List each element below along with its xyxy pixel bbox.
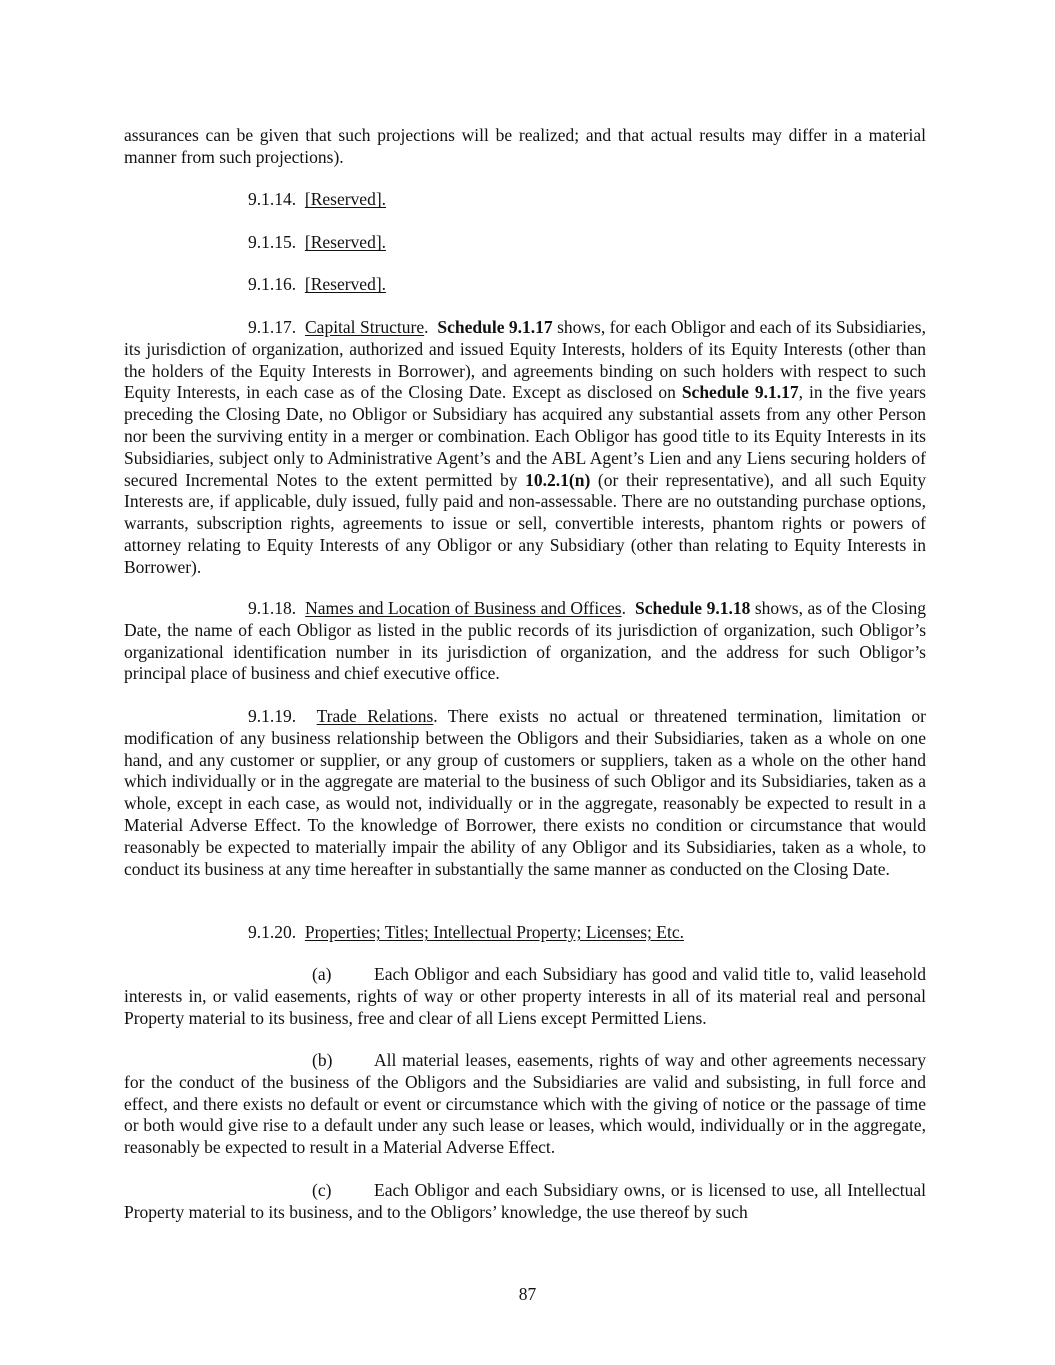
schedule-reference: Schedule 9.1.17 — [681, 382, 799, 403]
subsection-label: (a) — [312, 964, 332, 984]
subsection-b — [124, 1050, 926, 1159]
section-number: 9.1.15. — [248, 232, 297, 252]
body-text: All material leases, easements, rights of way and other agreements necessary for the conduct of the business of the Obligors and the Subsidiaries are valid and subsisting, in full force and effect, and there exists no default or event or circumstance which with the giving of notice or the passage of time or both would give rise to a default under any such lease or leases, which would, individually or in the aggregate, reasonably be expected to result in a Material Adverse Effect. — [124, 1050, 926, 1158]
schedule-reference: Schedule 9.1.18 — [634, 598, 751, 618]
title-separator: . — [424, 317, 429, 337]
section-9-1-18 — [124, 598, 926, 685]
section-number: 9.1.17. — [248, 317, 297, 337]
section-title: Capital Structure — [305, 317, 425, 337]
section-title: Properties; Titles; Intellectual Property; Licenses; Etc. — [304, 922, 684, 942]
body-text: Each Obligor and each Subsidiary owns, or is licensed to use, all Intellectual Property material to its business, and to the Obligors’ knowledge, the use thereof by such — [124, 1180, 926, 1222]
body-text: shows, as of the Closing Date, the name of each Obligor as listed in the public records of its jurisdiction of organization, such Obligor’s organizational identification number in its jurisdiction of organization, and the address for such Obligor’s principal place of business and chief executive office. — [124, 598, 927, 684]
title-separator: . — [621, 598, 626, 618]
intro-paragraph — [124, 125, 926, 169]
intro-text: assurances can be given that such projections will be realized; and that actual results may differ in a material manner from such projections). — [124, 125, 926, 167]
section-9-1-19 — [124, 706, 926, 880]
section-number: 9.1.18. — [248, 598, 297, 618]
section-9-1-14 — [248, 189, 386, 211]
body-text: . There exists no actual or threatened termination, limitation or modification of any business relationship between the Obligors and their Subsidiaries, taken as a whole on one hand, and any customer or supplier, or any group of customers or suppliers, taken as a whole on the other hand which individually or in the aggregate are material to the business of such Obligor and its Subsidiaries, taken as a whole, except in each case, as would not, individually or in the aggregate, reasonably be expected to result in a Material Adverse Effect. To the knowledge of Borrower, there exists no condition or circumstance that would reasonably be expected to materially impair the ability of any Obligor and its Subsidiaries, taken as a whole, to conduct its business at any time hereafter in substantially the same manner as conducted on the Closing Date. — [124, 706, 926, 879]
section-title: [Reserved]. — [304, 274, 387, 294]
body-text: Each Obligor and each Subsidiary has good and valid title to, valid leasehold interests in, or valid easements, rights of way or other property interests in all of its material real and personal Property material to its business, free and clear of all Liens except Permitted Liens. — [124, 964, 926, 1028]
section-9-1-16 — [248, 274, 386, 296]
body-text: , in the five years preceding the Closing Date, no Obligor or Subsidiary has acquired any substantial assets from any other Person nor been the surviving entity in a merger or combination. Each Obligor has good title to its Equity Interests in its Subsidiaries, subject only to Administrative Agent’s and the ABL Agent’s Lien and any Liens securing holders of secured Incremental Notes to the extent permitted by — [124, 382, 926, 490]
section-number: 9.1.16. — [248, 274, 297, 294]
section-title: Names and Location of Business and Offices — [305, 598, 622, 618]
section-number: 9.1.14. — [248, 189, 297, 209]
subsection-a — [124, 964, 926, 1029]
section-9-1-17 — [124, 317, 926, 579]
section-9-1-15 — [248, 232, 386, 254]
section-9-1-20 — [248, 922, 684, 944]
subsection-c — [124, 1180, 926, 1224]
subsection-label: (c) — [312, 1180, 332, 1200]
subsection-label: (b) — [312, 1050, 333, 1070]
page-number: 87 — [518, 1284, 537, 1304]
section-number: 9.1.19. — [248, 706, 297, 726]
section-reference: 10.2.1(n) — [525, 469, 591, 490]
section-title: [Reserved]. — [304, 189, 387, 209]
body-text: shows, for each Obligor and each of its Subsidiaries, its jurisdiction of organization, authorized and issued Equity Interests, holders of its Equity Interests (other than the holders of the Equity Interests in Borrower), and agreements binding on such holders with respect to such Equity Interests, in each case as of the Closing Date. Except as disclosed on — [124, 317, 926, 403]
section-number: 9.1.20. — [248, 922, 297, 942]
body-text: (or their representative), and all such Equity Interests are, if applicable, duly issued, fully paid and non-assessable. There are no outstanding purchase options, warrants, subscription rights, agreements to issue or sell, convertible interests, phantom rights or powers of attorney relating to Equity Interests of any Obligor or any Subsidiary (other than relating to Equity Interests in Borrower). — [124, 469, 926, 577]
section-title: Trade Relations — [316, 706, 434, 726]
schedule-reference: Schedule 9.1.17 — [437, 317, 553, 337]
section-title: [Reserved]. — [304, 232, 387, 252]
